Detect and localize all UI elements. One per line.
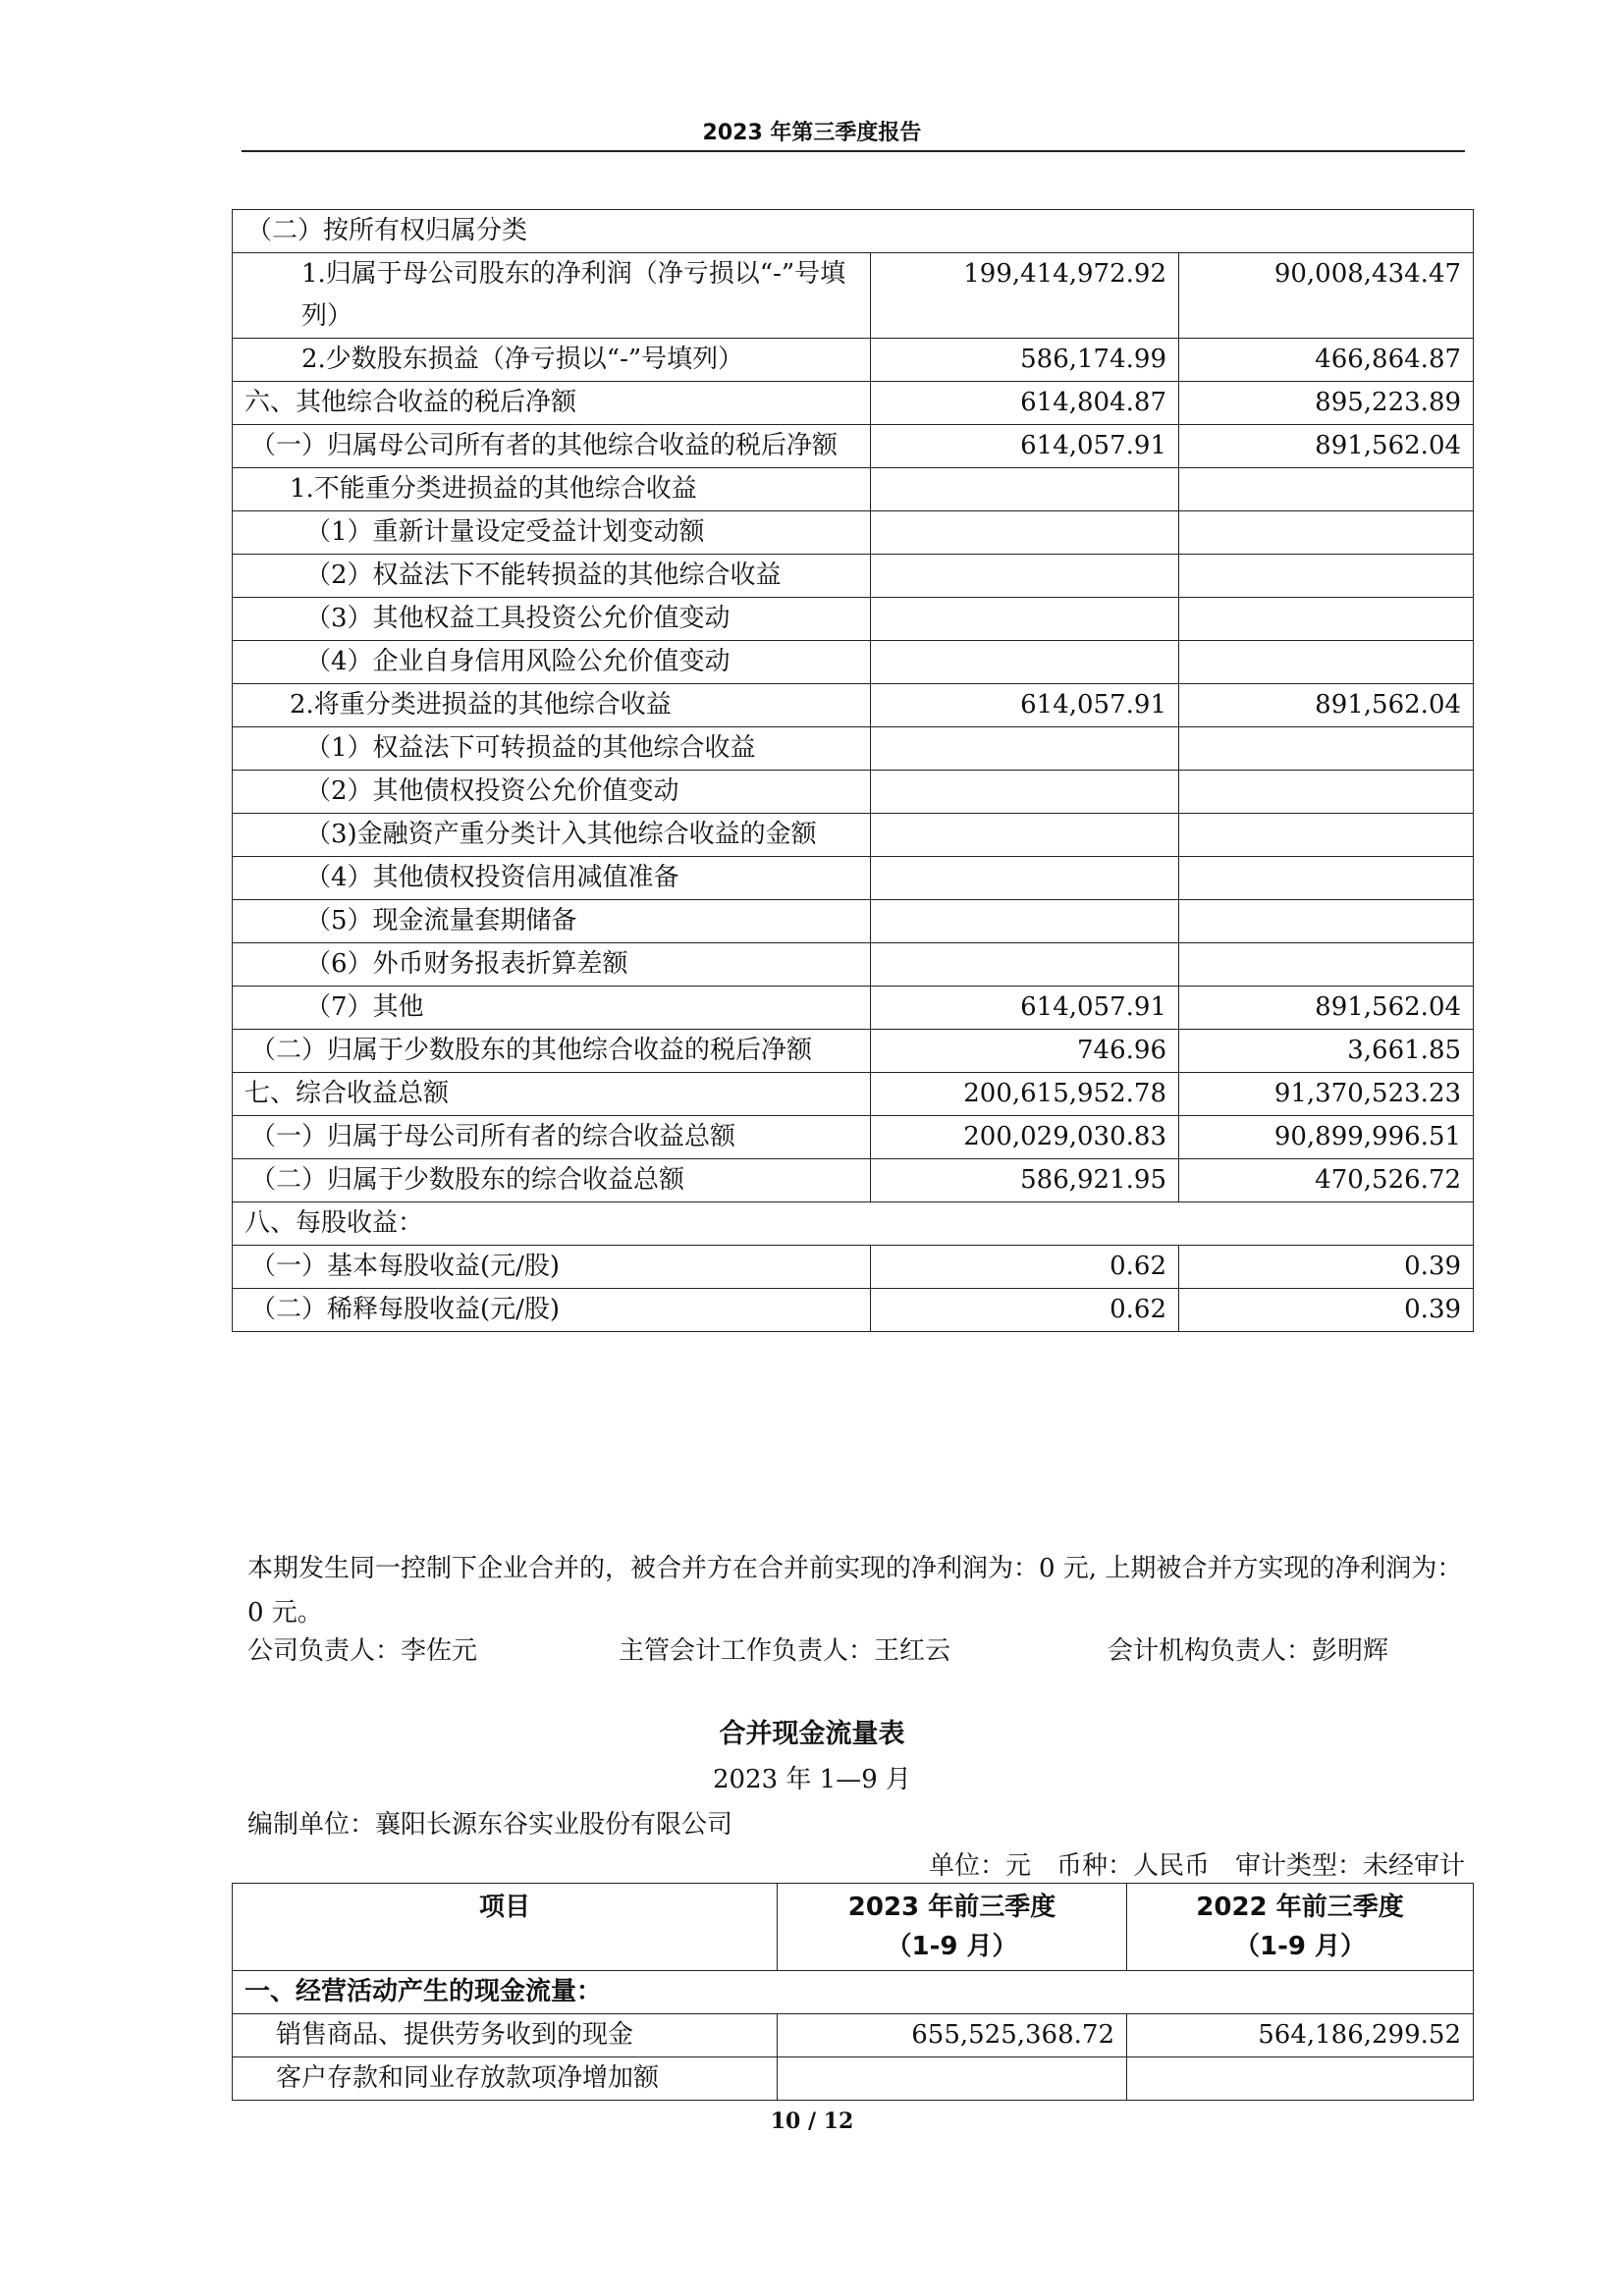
income-row-label: （1）权益法下可转损益的其他综合收益 xyxy=(233,727,871,771)
income-row-previous-value: 0.39 xyxy=(1179,1289,1474,1332)
cashflow-org: 编制单位：襄阳长源东谷实业股份有限公司 xyxy=(247,1810,733,1840)
income-row xyxy=(233,1030,1474,1073)
cashflow-header-row xyxy=(233,1884,1474,1971)
income-row-label: （2）其他债权投资公允价值变动 xyxy=(233,771,871,814)
income-row xyxy=(233,1116,1474,1159)
cashflow-table xyxy=(232,1883,1474,2101)
cashflow-row-current-value xyxy=(778,2057,1127,2101)
income-row-previous-value xyxy=(1179,641,1474,684)
accounting-head-signature: 主管会计工作负责人：王红云 xyxy=(619,1636,951,1666)
income-row xyxy=(233,1159,1474,1202)
cashflow-row-label: 一、经营活动产生的现金流量： xyxy=(233,1971,1474,2014)
income-row-previous-value xyxy=(1179,468,1474,511)
income-row xyxy=(233,1073,1474,1116)
income-row-current-value xyxy=(871,814,1179,857)
merger-note: 本期发生同一控制下企业合并的，被合并方在合并前实现的净利润为：0 元, 上期被合并方实现的净利润为： 0 元。 xyxy=(247,1554,1463,1628)
income-row xyxy=(233,857,1474,900)
income-row-previous-value: 91,370,523.23 xyxy=(1179,1073,1474,1116)
cashflow-row-label: 销售商品、提供劳务收到的现金 xyxy=(233,2014,778,2057)
income-row-previous-value: 891,562.04 xyxy=(1179,425,1474,468)
income-row-current-value: 199,414,972.92 xyxy=(871,253,1179,339)
income-row-label: （4）其他债权投资信用减值准备 xyxy=(233,857,871,900)
income-row-current-value: 586,174.99 xyxy=(871,339,1179,382)
income-row xyxy=(233,727,1474,771)
income-row-previous-value xyxy=(1179,771,1474,814)
page-number: 10 / 12 xyxy=(770,2109,854,2134)
income-row-previous-value xyxy=(1179,511,1474,555)
income-row-previous-value xyxy=(1179,555,1474,598)
income-row xyxy=(233,684,1474,727)
header-item-label: 项目 xyxy=(478,1893,530,1922)
income-row-current-value xyxy=(871,511,1179,555)
income-statement-table xyxy=(232,209,1474,1332)
income-row-label: （3)金融资产重分类计入其他综合收益的金额 xyxy=(233,814,871,857)
income-row xyxy=(233,987,1474,1030)
income-row-label: （二）归属于少数股东的其他综合收益的税后净额 xyxy=(233,1030,871,1073)
income-row-current-value xyxy=(871,555,1179,598)
cashflow-row xyxy=(233,2014,1474,2057)
income-statement-body xyxy=(233,210,1474,1332)
income-row xyxy=(233,814,1474,857)
income-row-previous-value: 90,008,434.47 xyxy=(1179,253,1474,339)
cashflow-body xyxy=(233,1971,1474,2101)
income-row-current-value: 746.96 xyxy=(871,1030,1179,1073)
income-row xyxy=(233,210,1474,253)
income-row-label: （5）现金流量套期储备 xyxy=(233,900,871,943)
income-row-label: 1.不能重分类进损益的其他综合收益 xyxy=(233,468,871,511)
income-row-current-value: 0.62 xyxy=(871,1246,1179,1289)
income-row-label: （1）重新计量设定受益计划变动额 xyxy=(233,511,871,555)
header-divider xyxy=(242,150,1465,152)
cashflow-row-label: 客户存款和同业存放款项净增加额 xyxy=(233,2057,778,2101)
header-previous-line2: （1-9 月） xyxy=(1233,1932,1367,1961)
signature-row xyxy=(247,1629,1465,1674)
income-row-previous-value: 895,223.89 xyxy=(1179,382,1474,425)
income-row-label: （7）其他 xyxy=(233,987,871,1030)
income-row xyxy=(233,425,1474,468)
income-row-label: 八、每股收益： xyxy=(233,1202,1474,1246)
income-row-current-value: 586,921.95 xyxy=(871,1159,1179,1202)
income-row-previous-value: 470,526.72 xyxy=(1179,1159,1474,1202)
income-row-current-value: 614,057.91 xyxy=(871,684,1179,727)
cashflow-row-previous-value xyxy=(1127,2057,1474,2101)
income-row-previous-value: 891,562.04 xyxy=(1179,987,1474,1030)
income-row xyxy=(233,598,1474,641)
income-row-previous-value xyxy=(1179,857,1474,900)
income-row-current-value xyxy=(871,727,1179,771)
income-row-label: （二）归属于少数股东的综合收益总额 xyxy=(233,1159,871,1202)
income-row-current-value xyxy=(871,900,1179,943)
income-row xyxy=(233,641,1474,684)
income-row-previous-value: 891,562.04 xyxy=(1179,684,1474,727)
income-row-label: （一）归属于母公司所有者的综合收益总额 xyxy=(233,1116,871,1159)
income-row-previous-value: 466,864.87 xyxy=(1179,339,1474,382)
income-row-previous-value: 3,661.85 xyxy=(1179,1030,1474,1073)
income-row-label: 七、综合收益总额 xyxy=(233,1073,871,1116)
income-row-current-value: 200,615,952.78 xyxy=(871,1073,1179,1116)
income-row-previous-value xyxy=(1179,900,1474,943)
header-current-period xyxy=(778,1884,1127,1971)
income-row xyxy=(233,943,1474,987)
income-row-current-value xyxy=(871,857,1179,900)
header-current-line1: 2023 年前三季度 xyxy=(847,1893,1056,1922)
cashflow-row xyxy=(233,1971,1474,2014)
income-row-label: 六、其他综合收益的税后净额 xyxy=(233,382,871,425)
income-row-current-value: 200,029,030.83 xyxy=(871,1116,1179,1159)
income-row-current-value xyxy=(871,641,1179,684)
company-head-signature: 公司负责人：李佐元 xyxy=(247,1636,478,1666)
income-row-label: （6）外币财务报表折算差额 xyxy=(233,943,871,987)
income-row-current-value: 0.62 xyxy=(871,1289,1179,1332)
income-row-previous-value xyxy=(1179,598,1474,641)
income-row-previous-value xyxy=(1179,814,1474,857)
income-row xyxy=(233,555,1474,598)
income-row-previous-value xyxy=(1179,727,1474,771)
income-row xyxy=(233,382,1474,425)
income-row-previous-value: 0.39 xyxy=(1179,1246,1474,1289)
cashflow-title: 合并现金流量表 xyxy=(719,1719,905,1749)
institution-head-signature: 会计机构负责人：彭明辉 xyxy=(1108,1636,1389,1666)
cashflow-row-current-value: 655,525,368.72 xyxy=(778,2014,1127,2057)
income-row xyxy=(233,511,1474,555)
header-item xyxy=(233,1884,778,1971)
income-row-current-value: 614,057.91 xyxy=(871,987,1179,1030)
income-row-current-value: 614,057.91 xyxy=(871,425,1179,468)
report-header-title: 2023 年第三季度报告 xyxy=(702,121,922,145)
income-row-label: （一）基本每股收益(元/股) xyxy=(233,1246,871,1289)
cashflow-row-previous-value: 564,186,299.52 xyxy=(1127,2014,1474,2057)
income-row-current-value: 614,804.87 xyxy=(871,382,1179,425)
income-row xyxy=(233,771,1474,814)
income-row-label: 2.少数股东损益（净亏损以“-”号填列） xyxy=(233,339,871,382)
income-row-label: 2.将重分类进损益的其他综合收益 xyxy=(233,684,871,727)
income-row-current-value xyxy=(871,598,1179,641)
income-row-label: （二）按所有权归属分类 xyxy=(233,210,1474,253)
income-row xyxy=(233,900,1474,943)
income-row xyxy=(233,253,1474,339)
income-row-current-value xyxy=(871,943,1179,987)
income-row-current-value xyxy=(871,468,1179,511)
income-row-label: （2）权益法下不能转损益的其他综合收益 xyxy=(233,555,871,598)
income-row xyxy=(233,1246,1474,1289)
header-previous-line1: 2022 年前三季度 xyxy=(1196,1893,1404,1922)
cashflow-row xyxy=(233,2057,1474,2101)
income-row-label: （3）其他权益工具投资公允价值变动 xyxy=(233,598,871,641)
income-row-previous-value: 90,899,996.51 xyxy=(1179,1116,1474,1159)
cashflow-period: 2023 年 1—9 月 xyxy=(712,1765,912,1794)
income-row-previous-value xyxy=(1179,943,1474,987)
income-row-label: （一）归属母公司所有者的其他综合收益的税后净额 xyxy=(233,425,871,468)
header-previous-period xyxy=(1127,1884,1474,1971)
cashflow-meta: 单位：元 币种：人民币 审计类型：未经审计 xyxy=(928,1851,1465,1881)
income-row xyxy=(233,1289,1474,1332)
income-row-label: 1.归属于母公司股东的净利润（净亏损以“-”号填列） xyxy=(233,253,871,339)
income-row xyxy=(233,1202,1474,1246)
income-row xyxy=(233,339,1474,382)
income-row-current-value xyxy=(871,771,1179,814)
income-row xyxy=(233,468,1474,511)
header-current-line2: （1-9 月） xyxy=(886,1932,1018,1961)
income-row-label: （4）企业自身信用风险公允价值变动 xyxy=(233,641,871,684)
income-row-label: （二）稀释每股收益(元/股) xyxy=(233,1289,871,1332)
